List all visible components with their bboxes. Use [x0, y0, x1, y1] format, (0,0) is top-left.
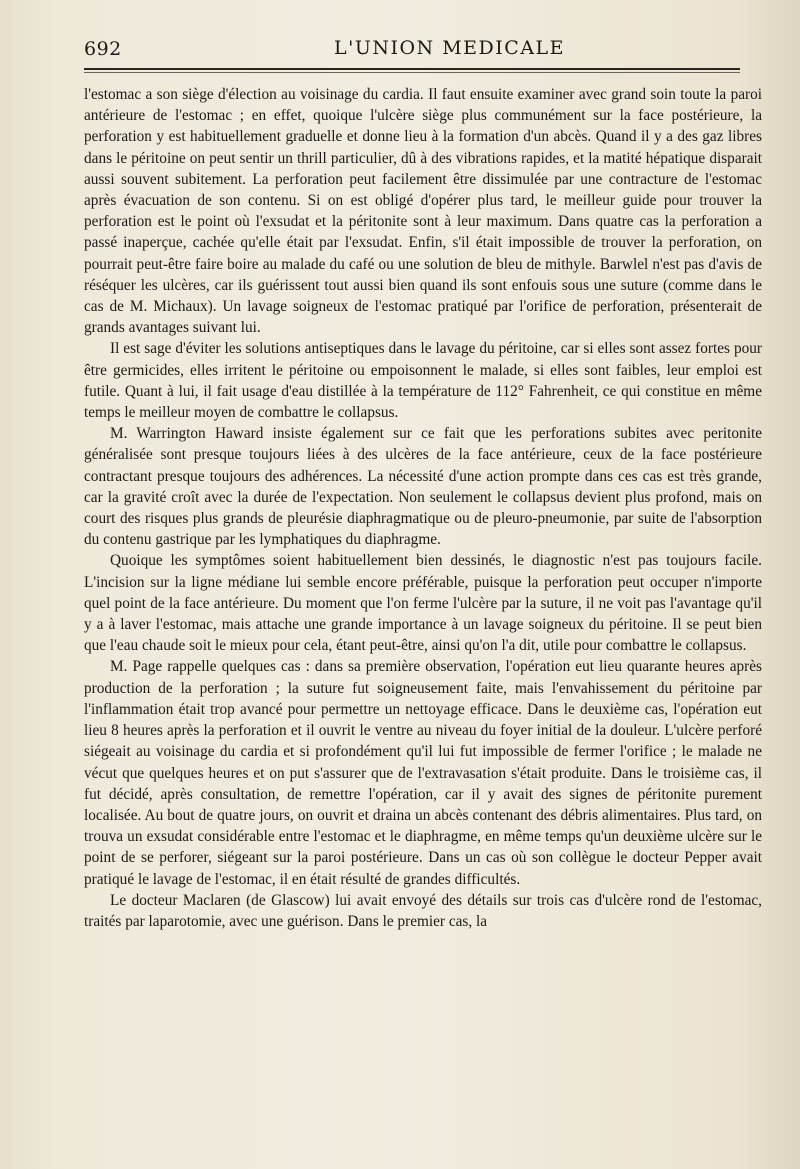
page-number: 692 [84, 38, 122, 60]
running-title: L'UNION MEDICALE [334, 37, 566, 59]
paragraph: Il est sage d'éviter les solutions antiseptiques dans le lavage du péritoine, car si elles sont assez fortes pour être germicides, elles irritent le péritoine ou empoisonnent le malade, si elles sont faibles, leur emploi est futile. Quant à lui, il fait usage d'eau distillée à la température de 112° Fahrenheit, ce qui constitue en même temps le meilleur moyen de combattre le collapsus. [84, 340, 762, 422]
page-header [84, 36, 744, 66]
paragraph: l'estomac a son siège d'élection au voisinage du cardia. Il faut ensuite examiner avec grand soin toute la paroi antérieure de l'estomac ; en effet, quoique l'ulcère siège plus communément sur la face postérieure, la perforation y est habituellement graduelle et donne lieu à la formation d'un abcès. Quand il y a des gaz libres dans le péritoine on peut sentir un thrill particulier, dû à des vibrations rapides, et la matité hépatique disparait aussi souvent subitement. La perforation peut facilement être dissimulée par une contracture de l'estomac après évacuation de son contenu. Si on est obligé d'opérer plus tard, le meilleur guide pour trouver la perforation est le point où l'exsudat et la péritonite sont à leur maximum. Dans quatre cas la perforation a passé inaperçue, cachée qu'elle était par l'exsudat. Enfin, s'il était impossible de trouver la perforation, on pourrait peut-être faire boire au malade du café ou une solution de bleu de mithyle. Barwlel n'est pas d'avis de réséquer les ulcères, car ils guérissent tout aussi bien quand ils sont enfouis sous une suture (comme dans le cas de M. Michaux). Un lavage soigneux de l'estomac pratiqué par l'orifice de perforation, présenterait de grands avantages suivant lui. [84, 86, 762, 337]
header-rule [84, 68, 740, 70]
body-text [84, 84, 762, 932]
paragraph: Quoique les symptômes soient habituellement bien dessinés, le diagnostic n'est pas toujours facile. L'incision sur la ligne médiane lui semble encore préférable, puisque la perforation peut occuper n'importe quel point de la face antérieure. Du moment que l'on ferme l'ulcère par la suture, il ne voit pas l'avantage qu'il y a à laver l'estomac, mais attache une grande importance à un lavage soigneux du péritoine. Il se peut bien que l'eau chaude soit le mieux pour cela, étant peut-être, ainsi qu'on l'a dit, utile pour combattre le collapsus. [84, 552, 762, 655]
header-rule-thin [84, 72, 740, 73]
paragraph: Le docteur Maclaren (de Glascow) lui avait envoyé des détails sur trois cas d'ulcère rond de l'estomac, traités par laparotomie, avec une guérison. Dans le premier cas, la [84, 891, 762, 930]
paragraph: M. Warrington Haward insiste également sur ce fait que les perforations subites avec peritonite généralisée sont presque toujours liées à des ulcères de la face antérieure, ceux de la face postérieure contractant presque toujours des adhérences. La nécessité d'une action prompte dans ces cas est très grande, car la gravité croît avec la durée de l'expectation. Non seulement le collapsus devient plus profond, mais on court des risques plus grands de pleurésie diaphragmatique ou de pleuro-pneumonie, par suite de l'absorption du contenu gastrique par les lymphatiques du diaphragme. [84, 425, 762, 549]
paragraph: M. Page rappelle quelques cas : dans sa première observation, l'opération eut lieu quarante heures après production de la perforation ; la suture fut soigneusement faite, mais l'envahissement du péritoine par l'inflammation était trop avancé pour permettre un nettoyage efficace. Dans le deuxième cas, l'opération eut lieu 8 heures après la perforation et il ouvrit le ventre au niveau du foyer initial de la douleur. L'ulcère perforé siégeait au voisinage du cardia et si profondément qu'il lui fut impossible de fermer l'orifice ; le malade ne vécut que quelques heures et on put s'assurer que de l'extravasation s'était produite. Dans le troisième cas, il fut décidé, après consultation, de remettre l'opération, car il y avait des signes de péritonite purement localisée. Au bout de quatre jours, on ouvrit et draina un abcès contenant des débris alimentaires. Plus tard, on trouva un exsudat considérable entre l'estomac et le diaphragme, en même temps qu'un deuxième ulcère sur le point de se perforer, siégeant sur la paroi postérieure. Dans un cas où son collègue le docteur Pepper avait pratiqué le lavage de l'estomac, il en était résulté de grandes difficultés. [84, 658, 762, 888]
